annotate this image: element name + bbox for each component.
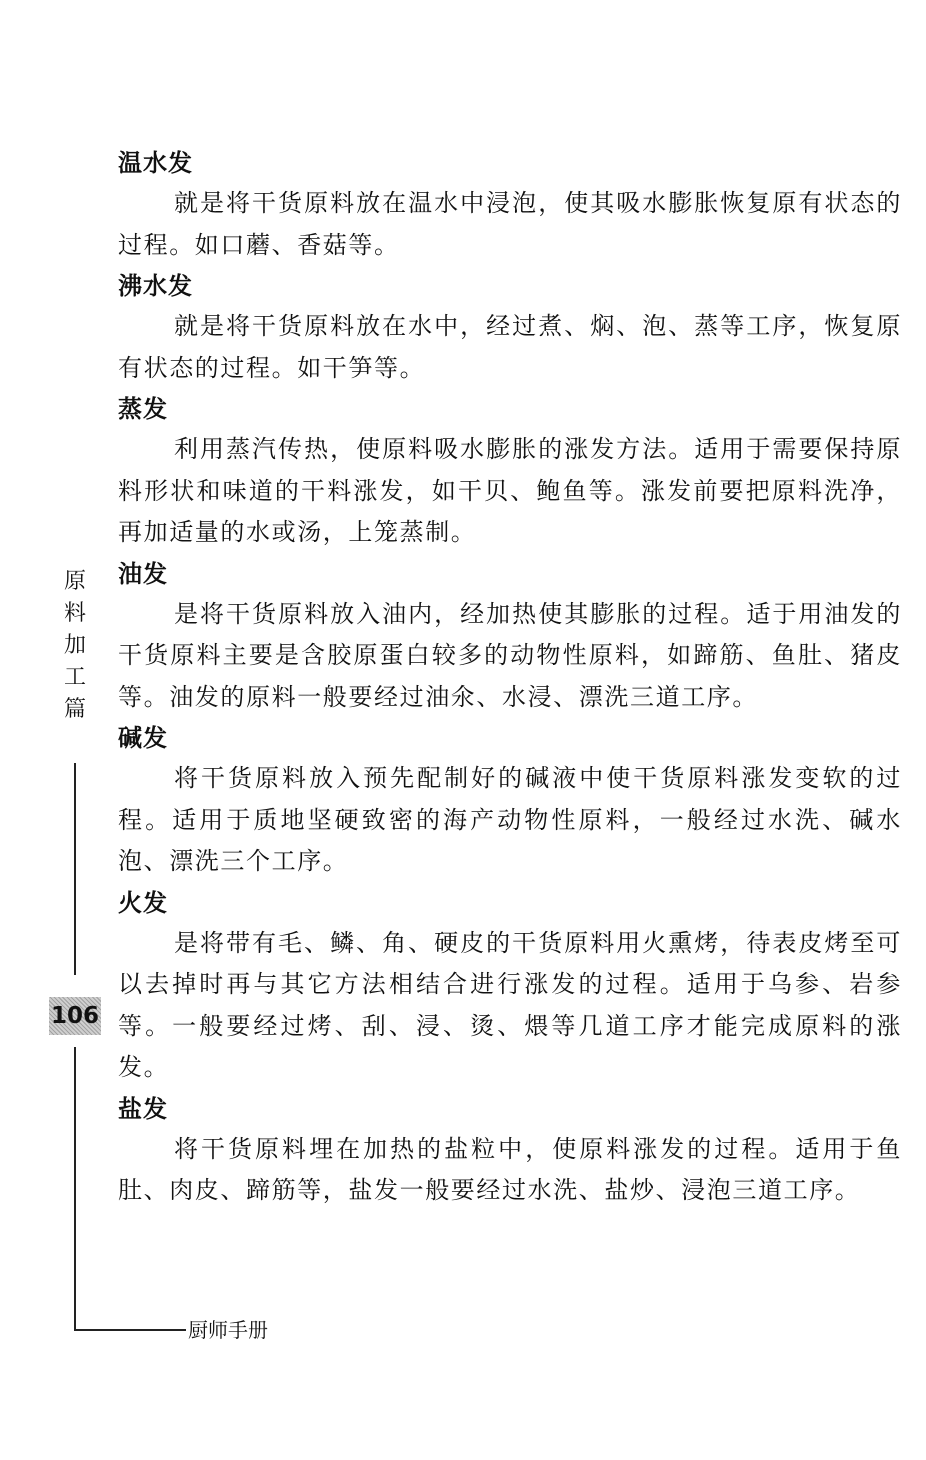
footer-book-title: 厨师手册 (188, 1318, 268, 1342)
side-title-char: 工 (63, 665, 86, 690)
footer-rule (74, 1329, 186, 1331)
section-oil (118, 554, 902, 719)
section-heading: 温水发 (118, 149, 193, 177)
margin-rule-bottom (74, 1047, 76, 1331)
section-body: 就是将干货原料放在温水中浸泡，使其吸水膨胀恢复原有状态的过程。如口蘑、香菇等。 (118, 189, 902, 259)
section-steam (118, 389, 902, 554)
section-body: 将干货原料放入预先配制好的碱液中使干货原料涨发变软的过程。适用于质地坚硬致密的海产动物性原料，一般经过水洗、碱水泡、漂洗三个工序。 (118, 764, 902, 875)
section-body: 是将干货原料放入油内，经加热使其膨胀的过程。适于用油发的干货原料主要是含胶原蛋白较多的动物性原料，如蹄筋、鱼肚、猪皮等。油发的原料一般要经过油氽、水浸、漂洗三道工序。 (118, 599, 902, 711)
side-title-char: 料 (63, 601, 86, 626)
section-salt (118, 1089, 902, 1212)
section-body: 是将带有毛、鳞、角、硬皮的干货原料用火熏烤，待表皮烤至可以去掉时再与其它方法相结合进行涨发的过程。适用于乌参、岩参等。一般要经过烤、刮、浸、烫、煨等几道工序才能完成原料的涨发。 (118, 928, 902, 1081)
section-boiling-water (118, 266, 902, 389)
main-text (118, 143, 902, 1212)
side-title-char: 篇 (63, 697, 86, 722)
section-body: 就是将干货原料放在水中，经过煮、焖、泡、蒸等工序，恢复原有状态的过程。如干笋等。 (118, 312, 902, 382)
section-body: 将干货原料埋在加热的盐粒中，使原料涨发的过程。适用于鱼肚、肉皮、蹄筋等，盐发一般要经过水洗、盐炒、浸泡三道工序。 (118, 1134, 902, 1204)
section-heading: 碱发 (118, 724, 168, 752)
section-heading: 油发 (118, 559, 168, 588)
section-heading: 蒸发 (118, 395, 168, 423)
section-alkali (118, 718, 902, 883)
margin-rule-top (74, 763, 76, 975)
section-heading: 盐发 (118, 1094, 168, 1123)
side-chapter-title (60, 566, 90, 726)
section-body: 利用蒸汽传热，使原料吸水膨胀的涨发方法。适用于需要保持原料形状和味道的干料涨发，如干贝、鲍鱼等。涨发前要把原料洗净，再加适量的水或汤，上笼蒸制。 (118, 435, 902, 546)
side-title-char: 原 (63, 569, 86, 594)
section-heading: 火发 (118, 888, 168, 917)
side-title-char: 加 (63, 633, 86, 658)
section-heading: 沸水发 (118, 272, 193, 300)
section-warm-water (118, 143, 902, 266)
section-fire (118, 883, 902, 1089)
page-number: 106 (49, 997, 101, 1035)
